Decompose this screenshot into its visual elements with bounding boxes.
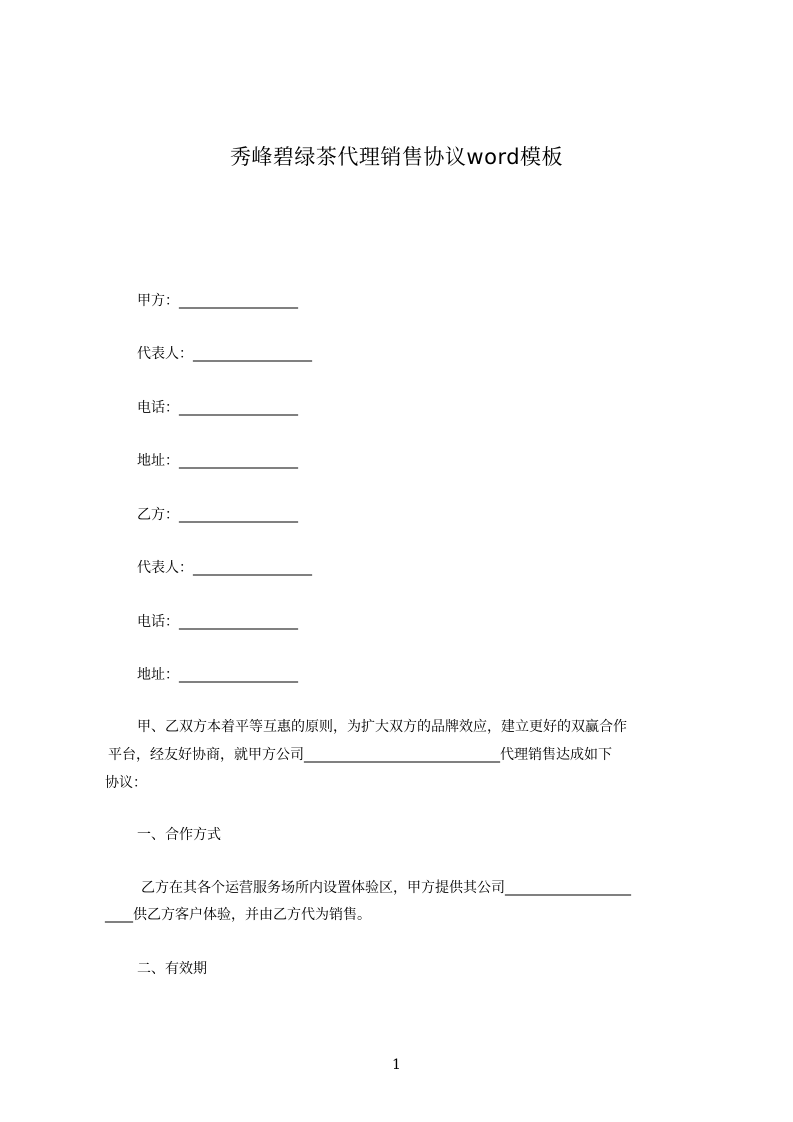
field-blank: _________________ [179,293,298,309]
field-blank: _________________ [179,400,298,416]
page-number: 1 [392,1057,401,1073]
party-a-field [137,292,298,310]
section-heading-validity: 二、有效期 [137,961,207,977]
party-a-address-field [137,452,298,470]
party-b-address-field [137,666,298,684]
section-heading-cooperation: 一、合作方式 [137,827,221,843]
party-b-field [137,506,298,524]
field-label: 代表人： [137,346,193,362]
section1-line-2: ____供乙方客户体验，并由乙方代为销售。 [105,907,371,923]
field-label: 地址： [137,453,179,469]
intro-line-3: 协议： [105,775,147,791]
field-blank: _________________ [193,560,312,576]
document-title: 秀峰碧绿茶代理销售协议word模板 [229,145,564,169]
section1-line-1: 乙方在其各个运营服务场所内设置体验区，甲方提供其公司__________________ [141,880,631,896]
field-label: 电话： [137,400,179,416]
intro-line-1: 甲、乙双方本着平等互惠的原则，为扩大双方的品牌效应，建立更好的双赢合作 [137,719,627,735]
field-blank: _________________ [179,507,298,523]
party-b-representative-field [137,559,312,577]
party-a-representative-field [137,345,312,363]
field-label: 地址： [137,667,179,683]
field-blank: _________________ [179,667,298,683]
intro-line-2: 平台，经友好协商，就甲方公司____________________________代理销售达成如下 [108,747,612,763]
party-a-phone-field [137,399,298,417]
field-blank: _________________ [193,346,312,362]
field-label: 电话： [137,614,179,630]
field-blank: _________________ [179,453,298,469]
field-label: 甲方： [137,293,179,309]
party-b-phone-field [137,613,298,631]
field-label: 代表人： [137,560,193,576]
field-label: 乙方： [137,507,179,523]
field-blank: _________________ [179,614,298,630]
